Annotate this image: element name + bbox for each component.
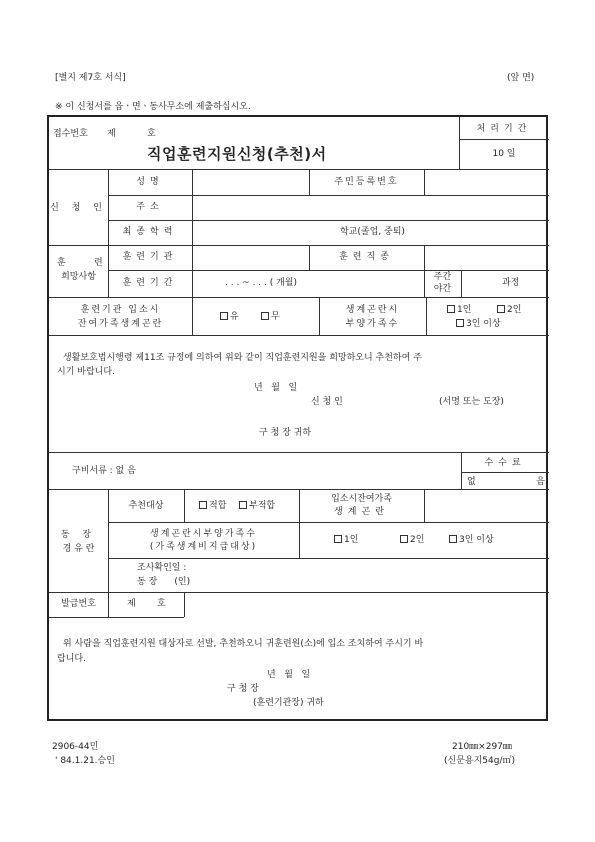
checkbox-icon xyxy=(220,312,228,320)
dependents-label-3: 생계곤란시 xyxy=(345,305,400,315)
option-3-persons[interactable] xyxy=(456,319,501,330)
checkbox-icon xyxy=(199,501,207,509)
statement-date: 년 월 일 xyxy=(254,383,298,393)
processing-period-label: 처리기간 xyxy=(476,124,532,134)
signature-note: (서명 또는 도장) xyxy=(439,397,504,407)
option-yes[interactable] xyxy=(220,312,239,323)
training-group-a: 훈 xyxy=(57,258,66,268)
unfit-label: 부적합 xyxy=(249,501,276,511)
recommend-target-label: 추천대상 xyxy=(128,501,164,511)
fee-value: 없 음 xyxy=(467,477,545,487)
issue-je: 제 xyxy=(127,599,136,609)
address-label: 주소 xyxy=(136,202,164,212)
issue-number-label: 발급번호 xyxy=(61,599,96,609)
approval-date: ' 84.1.21.승인 xyxy=(55,756,115,766)
processing-period-value: 10 일 xyxy=(492,149,516,159)
training-group-label: 희망사항 xyxy=(61,272,96,282)
fit-label: 적합 xyxy=(209,501,227,511)
training-institution-label: 훈련기관 xyxy=(122,252,178,262)
review-group-1: 동 장 xyxy=(60,530,97,540)
dependents-count-note: (가족생계비지급대상) xyxy=(149,542,258,552)
required-documents: 구비서류 : 없 음 xyxy=(72,466,136,476)
remaining-family-label-2: 생계곤란 xyxy=(334,507,389,517)
issue-ho: 호 xyxy=(157,599,166,609)
addressee: 구 청 장 귀하 xyxy=(259,428,312,438)
option-unfit[interactable] xyxy=(239,501,275,512)
paper-size: 210㎜×297㎜ xyxy=(452,742,512,752)
dependents-count-label: 생계곤란시부양가족수 xyxy=(150,529,257,539)
statement-applicant: 신 청 인 xyxy=(311,397,343,407)
review-option-3[interactable] xyxy=(449,535,494,546)
option-fit[interactable] xyxy=(199,501,226,512)
receipt-ho: 호 xyxy=(147,129,156,139)
review-option-1[interactable] xyxy=(334,535,358,546)
dong-chief-seal: 동 장 (인) xyxy=(137,577,191,587)
dependents-label-4: 부양가족수 xyxy=(345,319,400,329)
training-period-value: . . . ~ . . . ( 개월) xyxy=(225,278,298,288)
opt1-label: 1인 xyxy=(457,305,472,315)
applicant-group-label: 신 청 인 xyxy=(50,203,107,213)
option-no[interactable] xyxy=(261,312,280,323)
education-label: 최종학력 xyxy=(122,227,178,237)
paper-type: (신문용지54g/㎡) xyxy=(444,756,515,766)
checkbox-icon xyxy=(261,312,269,320)
application-form xyxy=(47,115,548,721)
recommend-text-2: 랍니다. xyxy=(57,654,86,664)
yes-label: 유 xyxy=(230,312,239,322)
form-code: 2906-44민 xyxy=(52,742,99,752)
receipt-number-label: 접수번호 xyxy=(53,129,88,139)
checkbox-icon xyxy=(497,305,505,313)
night-course: 야간 xyxy=(433,284,452,294)
recommend-office: 구 청 장 xyxy=(227,684,259,694)
option-1-person[interactable] xyxy=(447,305,471,316)
recommend-text-1: 위 사람을 직업훈련지원 대상자로 선발, 추천하오니 귀훈련원(소)에 입소 조치하여 주시기 바 xyxy=(63,639,424,649)
name-label: 성명 xyxy=(136,177,164,187)
option-2-persons[interactable] xyxy=(497,305,521,316)
checkbox-icon xyxy=(447,305,455,313)
form-title: 직업훈련지원신청(추천)서 xyxy=(147,145,327,163)
course-label: 과정 xyxy=(502,278,520,288)
checkbox-icon xyxy=(400,535,408,543)
dependents-label-1: 훈련기관 입소시 xyxy=(80,305,161,315)
review-option-2[interactable] xyxy=(400,535,424,546)
dependents-label-2: 잔여가족생계곤란 xyxy=(77,319,164,329)
page-side: (앞 면) xyxy=(507,73,535,83)
recommend-date: 년 월 일 xyxy=(267,670,311,680)
review-opt1-label: 1인 xyxy=(344,535,359,545)
remaining-family-label-1: 입소시잔여가족 xyxy=(331,494,392,504)
education-note: 학교(졸업, 중퇴) xyxy=(340,227,405,237)
opt2-label: 2인 xyxy=(507,305,522,315)
review-opt3-label: 3인 이상 xyxy=(459,535,494,545)
fee-label: 수수료 xyxy=(484,458,526,468)
opt3-label: 3인 이상 xyxy=(466,319,501,329)
checkbox-icon xyxy=(239,501,247,509)
review-group-2: 경 유 란 xyxy=(62,544,95,554)
statement-text-2: 시기 바랍니다. xyxy=(57,367,115,377)
checkbox-icon xyxy=(449,535,457,543)
training-group-b: 련 xyxy=(94,258,103,268)
rrn-label: 주민등록번호 xyxy=(334,177,399,187)
training-job-label: 훈련직종 xyxy=(339,252,394,262)
review-opt2-label: 2인 xyxy=(410,535,425,545)
day-course: 주간 xyxy=(433,272,452,282)
recommend-addressee: (훈련기관장) 귀하 xyxy=(253,698,324,708)
receipt-je: 제 xyxy=(107,129,116,139)
check-date-label: 조사확인일 : xyxy=(137,563,187,573)
submission-notice: ※ 이 신청서를 읍ㆍ면ㆍ동사무소에 제출하십시오. xyxy=(55,102,251,112)
checkbox-icon xyxy=(456,319,464,327)
statement-text-1: 생활보호법시행령 제11조 규정에 의하여 위와 같이 직업훈련지원을 희망하오니 추천하여 주 xyxy=(63,353,422,363)
checkbox-icon xyxy=(334,535,342,543)
form-number: [별지 제7호 서식] xyxy=(55,73,126,83)
training-period-label: 훈련기간 xyxy=(122,278,178,288)
no-label: 무 xyxy=(271,312,280,322)
